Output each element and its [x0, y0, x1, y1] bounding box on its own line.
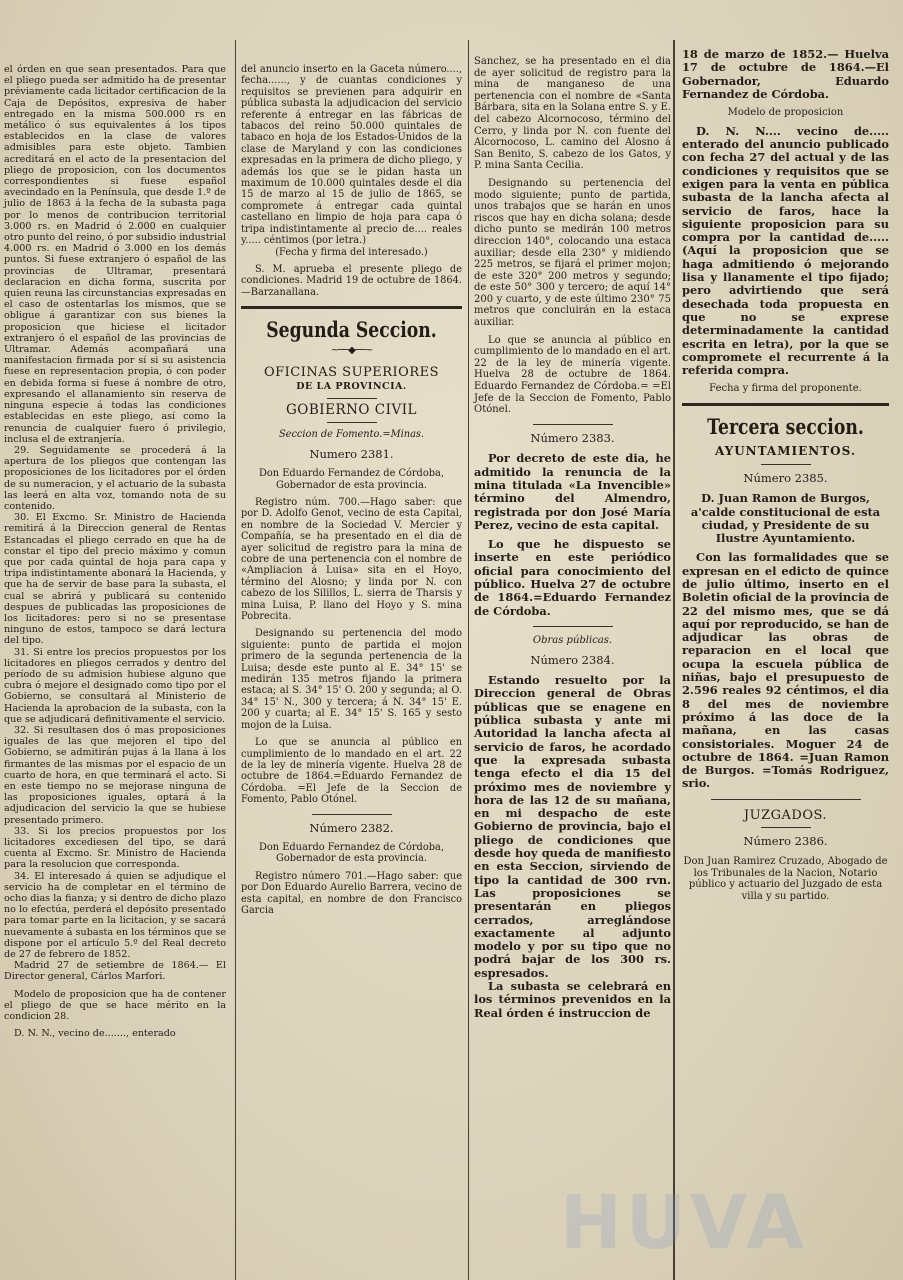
paragraph: 31. Si entre los precios propuestos por los licitadores en pliegos cerrados y dentro del período de su admision hubiese alguno que cubra ó mejore el designado como tipo por el Gobierno, se consultará al Ministerio de Hacienda la aprobacion de la subasta, con la que se adjudicará definitivamente el servicio. — [4, 646, 226, 725]
paragraph: 33. Si los precios propuestos por los licitadores excediesen del tipo, se dará cuenta al Excmo. Sr. Ministro de Hacienda para la resolucion que corresponda. — [4, 825, 226, 871]
watermark: HUVA — [560, 1180, 808, 1266]
signature: Madrid 27 de setiembre de 1864.— El Director general, Cárlos Marfori. — [4, 960, 226, 983]
model-title: Modelo de proposicion — [727, 107, 844, 119]
column-3 — [470, 0, 675, 1280]
subsection-title: Obras públicas. — [532, 634, 613, 646]
paragraph: Don Eduardo Fernandez de Córdoba, Gobernador de esta provincia. — [259, 841, 444, 865]
separator — [682, 403, 889, 406]
heading-provincia: DE LA PROVINCIA. — [296, 380, 407, 392]
separator — [533, 626, 613, 627]
column-2 — [237, 0, 466, 1280]
paragraph: Don Eduardo Fernandez de Córdoba, Gobernador de esta provincia. — [259, 468, 444, 491]
paragraph: Designando su pertenencia del modo siguiente; punto de partida, unos trabajos que se harán en unos riscos que hay en dicha solana; desde dicho punto se medirán 100 metros direccion 140°, colocando una estaca auxiliar; desde ella 230° y midiendo 225 metros, se fijará el primer mojon; de este 320° 200 metros y segundo; de este 50° 300 y tercero; de aquí 14° 200 y cuarto, y de este último 230° 75 metros que concluirán en la estaca auxiliar. — [474, 177, 671, 329]
flourish-ornament: ~──◆──~ — [330, 345, 373, 357]
paragraph: Lo que se anuncia al público en cumplimiento de lo mandado en el art. 22 de la ley de minería vigente. Huelva 28 de octubre de 1864.=Eduardo Fernandez de Córdoba. =El Jefe de la Seccion de Fomento, Pablo Otónel. — [241, 737, 462, 806]
column-4 — [676, 0, 903, 1280]
heading-gobierno: GOBIERNO CIVIL — [285, 401, 417, 418]
paragraph: Sanchez, se ha presentado en el dia de ayer solicitud de registro para la mina de manganeso de una pertenencia con el nombre de «Santa Bárbara, sita en la Solana entre S. y E. del cabezo Alcornocoso, término del Cerro, y linda por N. con fuente del Alcornocoso, L. camino del Alosno á San Benito, S. cabezo de los Gatos, y P. mina Santa Cecilia. — [474, 56, 671, 172]
notice-number: Número 2384. — [530, 652, 615, 667]
paragraph: Con las formalidades que se expresan en el edicto de quince de julio último, inserto en el Boletin oficial de la provincia de 22 del mismo mes, que se dá aquí por reproducido, se han de adjudicar las obras de reparacion en el local que ocupa la escuela pública de niñas, bajo el presupuesto de 2.596 reales 92 céntimos, el dia 8 del mes de noviembre próximo á las doce de la mañana, en las casas consistoriales. Moguer 24 de octubre de 1864. =Juan Ramon de Burgos. =Tomás Rodriguez, srio. — [682, 550, 889, 791]
paragraph: D. N. N.... vecino de..... enterado del anuncio publicado con fecha 27 del actual y de las condiciones y requisitos que se exigen para la venta en pública subasta de la lancha afecta al servicio de faros, hace la siguiente proposicion para su compra por la cantidad de.....(Aquí la proposicion que se haga admitiendo ó mejorando lisa y llanamente el tipo fijado; pero advirtiendo que será desechada toda propuesta en que no se exprese determinadamente la cantidad escrita en letra), por la que se compromete el recurrente á la referida compra. — [682, 123, 889, 378]
paragraph: D. Juan Ramon de Burgos, a'calde constitucional de esta ciudad, y Presidente de su Ilustre Ayuntamiento. — [690, 491, 881, 546]
column-rule — [468, 40, 469, 1280]
separator — [312, 814, 392, 815]
signature-note: (Fecha y firma del interesado.) — [275, 246, 428, 258]
paragraph: Lo que he dispuesto se inserte en este periódico oficial para conocimiento del público. Huelva 27 de octubre de 1864.=Eduardo Fernandez de Córdoba. — [474, 537, 671, 618]
notice-number: Número 2385. — [743, 470, 828, 485]
separator — [327, 398, 377, 399]
separator — [327, 422, 377, 423]
column-rule — [235, 40, 236, 1280]
paragraph: D. N. N., vecino de......., enterado — [14, 1028, 176, 1040]
notice-number: Numero 2381. — [309, 446, 394, 461]
paragraph: del anuncio inserto en la Gaceta número...., fecha......, y de cuantas condiciones y requisitos se previenen para adquirir en pública subasta la adjudicacion del servicio referente á entregar en las fábricas de tabacos del reino 50.000 quintales de tabaco en hoja de los Estados-Unidos de la clase de Maryland y con las condiciones expresadas en la primera de dicho pliego, y además los que se le pidan hasta un maximum de 10.000 quintales desde el dia 15 de marzo al 15 de julio de 1865, se compromete á entregar cada quintal castellano en limpio de hoja para capa ó tripa indistintamente al precio de.... reales y..... céntimos (por letra.) — [241, 64, 462, 247]
signature-note: Fecha y firma del proponente. — [709, 383, 862, 395]
separator — [711, 799, 861, 800]
paragraph: 32. Si resultasen dos ó mas proposiciones iguales de las que mejoren el tipo del Gobierno, se admitirán pujas á la llana á los firmantes de las mismas por el espacio de un cuarto de hora, en que terminará el acto. Si en este tiempo no se mejorase ninguna de las proposiciones iguales, optará á la adjudicacion del servicio la que se hubiese presentado primero. — [4, 724, 226, 826]
paragraph: La subasta se celebrará en los términos prevenidos en la Real órden é instruccion de — [474, 978, 671, 1020]
separator — [533, 424, 613, 425]
paragraph: 29. Seguidamente se procederá á la apertura de los pliegos que contengan las proposiciones de los licitadores por el órden de su numeracion, y el actuario de la subasta las leerá en alta voz, tomando nota de su contenido. — [4, 444, 226, 512]
notice-number: Número 2386. — [743, 834, 828, 849]
paragraph: Registro número 701.—Hago saber: que por Don Eduardo Aurelio Barrera, vecino de esta capital, en nombre de don Francisco Garcia — [241, 870, 462, 916]
section-title: Tercera seccion. — [707, 414, 864, 440]
paragraph: Designando su pertenencia del modo siguiente: punto de partida el mojon primero de la segunda pertenencia de la Luisa; desde este punto al E. 34° 15' se medirán 135 metros fijando la primera estaca; al S. 34° 15' O. 200 y segunda; al O. 34° 15' N., 300 y tercera; á N. 34° 15' E. 200 y cuarta; al E. 34° 15' S. 165 y sesto mojon de la Luisa. — [241, 628, 462, 731]
heading-ayuntamientos: AYUNTAMIENTOS. — [714, 444, 857, 459]
notice-number: Número 2382. — [309, 820, 394, 835]
paragraph: Estando resuelto por la Direccion general de Obras públicas que se enagene en pública subasta y ante mi Autoridad la lancha afecta al servicio de faros, he acordado que la expresada subasta tenga efecto el dia 15 del próximo mes de noviembre y hora de las 12 de su mañana, en mi despacho de este Gobierno de provincia, bajo el pliego de condiciones que desde hoy queda de manifiesto en esta Seccion, sirviendo de tipo la cantidad de 300 rvn. Las proposiciones se presentarán en pliegos cerrados, arreglándose exactamente al adjunto modelo y por su tipo que no podrá bajar de los 300 rs. espresados. — [474, 673, 671, 980]
separator — [241, 306, 462, 309]
paragraph: Modelo de proposicion que ha de contener el pliego de que se hace mérito en la condicion 28. — [4, 988, 226, 1023]
paragraph: 30. El Excmo. Sr. Ministro de Hacienda remitirá á la Direccion general de Rentas Estancadas el pliego cerrado en que ha de constar el tipo del precio máximo y comun que por cada quintal de hoja para capa y tripa indistintamente abonará la Hacienda, y que ha de servir de base para la subasta, el cual se abrirá y publicará su contenido despues de publicadas las proposiciones de los licitadores: pero si no se presentase ninguno de estos, tampoco se dará lectura del tipo. — [4, 512, 226, 647]
separator — [761, 464, 811, 465]
heading-juzgados: JUZGADOS. — [743, 807, 828, 823]
paragraph: 34. El interesado á quien se adjudique el servicio ha de completar en el término de ocho dias la fianza; y si dentro de dicho plazo no lo efectúa, perderá el depósito presentado para tomar parte en la licitacion, y se sacará nuevamente á subasta en los términos que se dispone por el artículo 5.º del Real decreto de 27 de febrero de 1852. — [4, 870, 226, 961]
notice-number: Número 2383. — [530, 430, 615, 445]
separator — [761, 827, 811, 828]
section-title: Segunda Seccion. — [266, 317, 437, 343]
column-1 — [0, 0, 232, 1280]
paragraph: S. M. aprueba el presente pliego de condiciones. Madrid 19 de octubre de 1864.—Barzanallana. — [241, 263, 462, 298]
subsection-title: Seccion de Fomento.=Minas. — [278, 429, 425, 441]
heading-oficinas: OFICINAS SUPERIORES — [263, 364, 440, 380]
paragraph: 18 de marzo de 1852.— Huelva 17 de octubre de 1864.—El Gobernador, Eduardo Fernandez de Córdoba. — [682, 47, 889, 101]
paragraph: Por decreto de este dia, he admitido la renuncia de la mina titulada «La Invencible» término del Almendro, registrada por don José María Perez, vecino de esta capital. — [474, 451, 671, 532]
paragraph: el órden en que sean presentados. Para que el pliego pueda ser admitido ha de presentar préviamente cada licitador certificacion de la Caja de Depósitos, expresiva de haber entregado en la misma 500.000 rs en metálico ó sus equivalentes á los tipos establecidos en la clase de valores admisibles para este objeto. Tambien acreditará en el acto de la presentacion del pliego de proposicion, con los documentos correspondientes si fuese español avecindado en la Península, que desde 1.º de julio de 1863 á la fecha de la subasta paga por lo menos de contribucion territorial 3.000 rs. en Madrid ó 2.000 en cualquier otro punto del reino, ó por subsidio industrial 4.000 rs. en Madrid ó 3.000 en los demás puntos. Si fuese extranjero ó español de las provincias de Ultramar, presentará declaracion en dicha forma, suscrita por quien reuna las circunstancias expresadas en el caso de ostentarlas los mismos, que se obligue á garantizar con sus bienes la proposicion que hiciese el licitador extranjero ó el español de las provincias de Ultramar. Además acompañará una manifestacion firmada por sí si su asistencia fuese en representacion propia, ó con poder en debida forma si fuese á nombre de otro, expresando el allanamiento sin reserva de ninguna especie á todas las condiciones establecidas en este pliego, así como la renuncia de cualquier fuero ó privilegio, inclusa el de extranjería. — [4, 64, 226, 445]
paragraph: Lo que se anuncia al público en cumplimiento de lo mandado en el art. 22 de la ley de minería vigente. Huelva 28 de octubre de 1864. Eduardo Fernandez de Córdoba.= =El Jefe de la Seccion de Fomento, Pablo Otónel. — [474, 334, 671, 416]
paragraph: Registro núm. 700.—Hago saber: que por D. Adolfo Genot, vecino de esta Capital, en nombre de la Sociedad V. Mercier y Compañía, se ha presentado en el dia de ayer solicitud de registro para la mina de cobre de una pertenencia con el nombre de «Ampliacion á Luisa» sita en el Hoyo, término del Alosno; y linda por N. con cabezo de los Silillos, L. sierra de Tharsis y mina Luisa, P. llano del Hoyo y S. mina Pobrecita. — [241, 496, 462, 623]
paragraph: Don Juan Ramirez Cruzado, Abogado de los Tribunales de la Nacion, Notario público y actuario del Juzgado de esta villa y su partido. — [683, 855, 888, 902]
